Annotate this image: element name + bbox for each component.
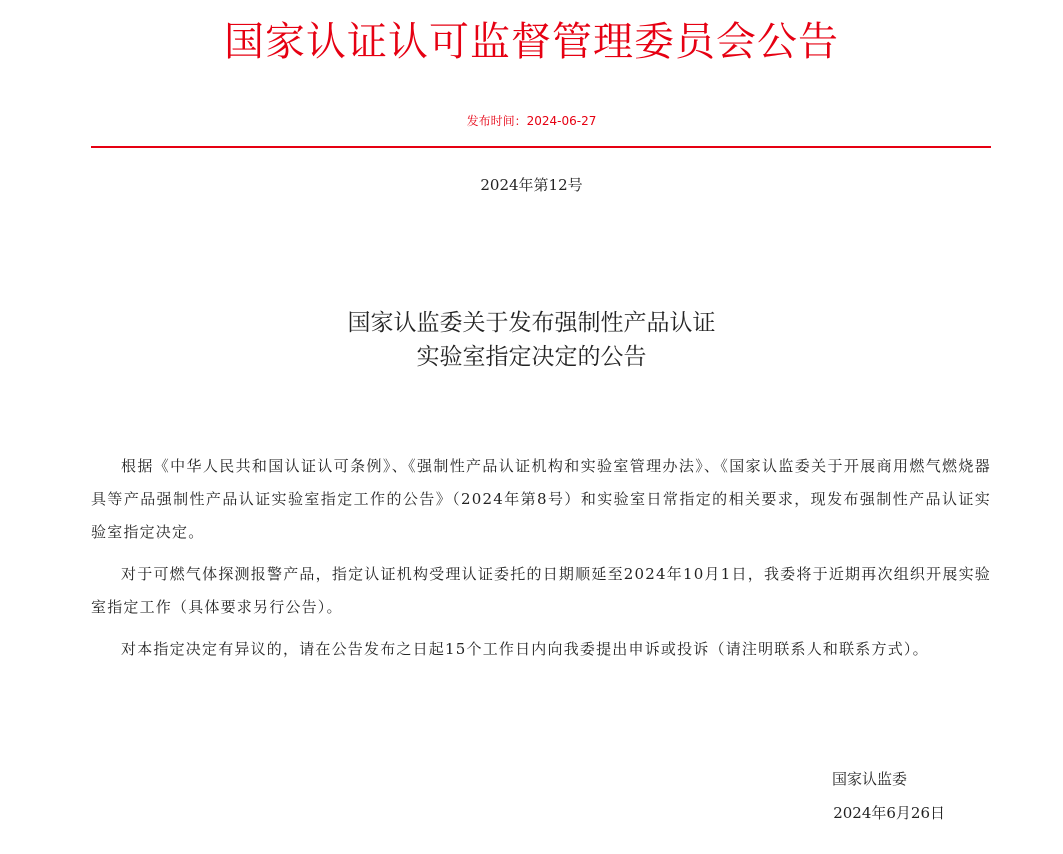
publish-time	[0, 112, 1063, 130]
body-paragraph-3: 对本指定决定有异议的，请在公告发布之日起15个工作日内向我委提出申诉或投诉（请注明联系人和联系方式）。	[121, 640, 929, 658]
body-paragraph-1: 根据《中华人民共和国认证认可条例》、《强制性产品认证机构和实验室管理办法》、《国家认监委关于开展商用燃气燃烧器具等产品强制性产品认证实验室指定工作的公告》（2024年第8号）和实验室日常指定的相关要求，现发布强制性产品认证实验室指定决定。	[91, 457, 991, 541]
signature-organization: 国家认监委	[831, 770, 907, 788]
signature-block	[745, 762, 945, 830]
notice-title-line-1: 国家认监委关于发布强制性产品认证	[347, 310, 716, 336]
document-number: 2024年第12号	[480, 176, 583, 194]
header-title: 国家认证认可监督管理委员会公告	[224, 19, 839, 65]
publish-time-value: 2024-06-27	[526, 114, 597, 128]
notice-title-line-2: 实验室指定决定的公告	[416, 344, 647, 370]
signature-date: 2024年6月26日	[833, 804, 945, 822]
publish-time-label: 发布时间：	[466, 114, 527, 128]
body-paragraph-2: 对于可燃气体探测报警产品，指定认证机构受理认证委托的日期顺延至2024年10月1日，我委将于近期再次组织开展实验室指定工作（具体要求另行公告）。	[91, 565, 991, 616]
notice-body	[91, 450, 991, 675]
notice-title	[0, 306, 1063, 374]
header-divider	[91, 146, 991, 148]
